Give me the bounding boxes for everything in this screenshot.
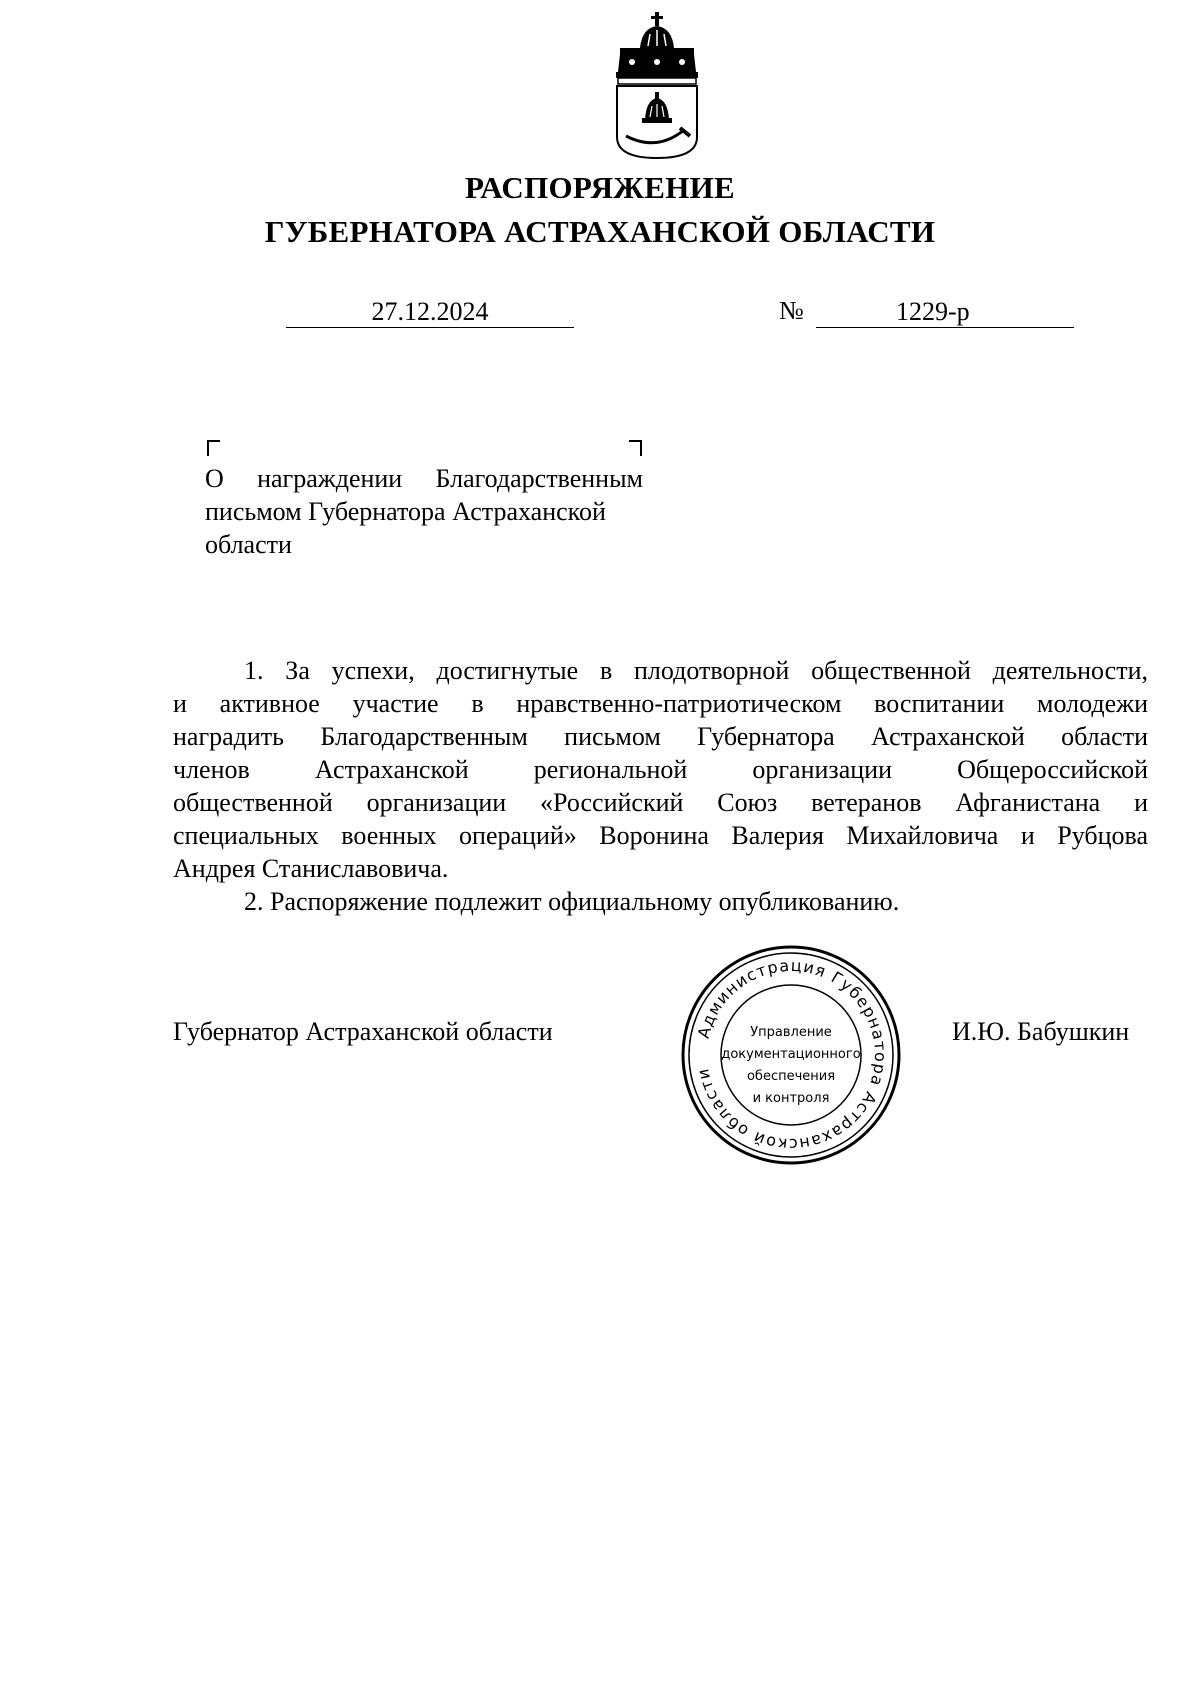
issuer-title: ГУБЕРНАТОРА АСТРАХАНСКОЙ ОБЛАСТИ bbox=[264, 214, 936, 249]
stamp-center-line: документационного bbox=[721, 1047, 861, 1062]
paragraph-line: членов Астраханской региональной организации Общероссийской bbox=[173, 755, 1148, 784]
stamp-center-line: и контроля bbox=[752, 1091, 830, 1106]
paragraph-2: 2. Распоряжение подлежит официальному опубликованию. bbox=[244, 887, 900, 916]
document-date: 27.12.2024 bbox=[286, 296, 574, 328]
signatory-position: Губернатор Астраханской области bbox=[173, 1017, 553, 1046]
subject-bracket-right bbox=[629, 440, 642, 456]
paragraph-line: и активное участие в нравственно-патриотическом воспитании молодежи bbox=[173, 689, 1148, 718]
official-stamp bbox=[680, 944, 902, 1166]
document-title: РАСПОРЯЖЕНИЕ bbox=[464, 170, 736, 205]
document-body bbox=[173, 654, 1148, 918]
paragraph-line: специальных военных операций» Воронина Валерия Михайловича и Рубцова bbox=[173, 821, 1148, 850]
paragraph-line: наградить Благодарственным письмом Губернатора Астраханской области bbox=[173, 722, 1148, 751]
coat-of-arms-icon bbox=[612, 12, 702, 160]
stamp-center-line: Управление bbox=[750, 1025, 832, 1040]
subject-bracket-left bbox=[207, 440, 220, 456]
paragraph-line: общественной организации «Российский Союз ветеранов Афганистана и bbox=[173, 788, 1148, 817]
document-number: 1229-р bbox=[896, 297, 970, 326]
document-number-field bbox=[816, 296, 1074, 328]
stamp-ring-text: Администрация Губернатора Астраханской области bbox=[692, 955, 891, 1155]
signatory-name: И.Ю. Бабушкин bbox=[952, 1017, 1130, 1046]
subject-line: письмом Губернатора Астраханской bbox=[205, 497, 606, 526]
subject-line: области bbox=[205, 530, 292, 559]
subject-line: О награждении Благодарственным bbox=[205, 464, 643, 493]
document-subject bbox=[205, 462, 643, 561]
paragraph-line: Андрея Станиславовича. bbox=[173, 854, 449, 883]
paragraph-line: 1. За успехи, достигнутые в плодотворной общественной деятельности, bbox=[244, 656, 1148, 685]
paragraph-1 bbox=[173, 654, 1148, 885]
number-sign: № bbox=[779, 296, 804, 325]
stamp-center-line: обеспечения bbox=[746, 1069, 836, 1084]
